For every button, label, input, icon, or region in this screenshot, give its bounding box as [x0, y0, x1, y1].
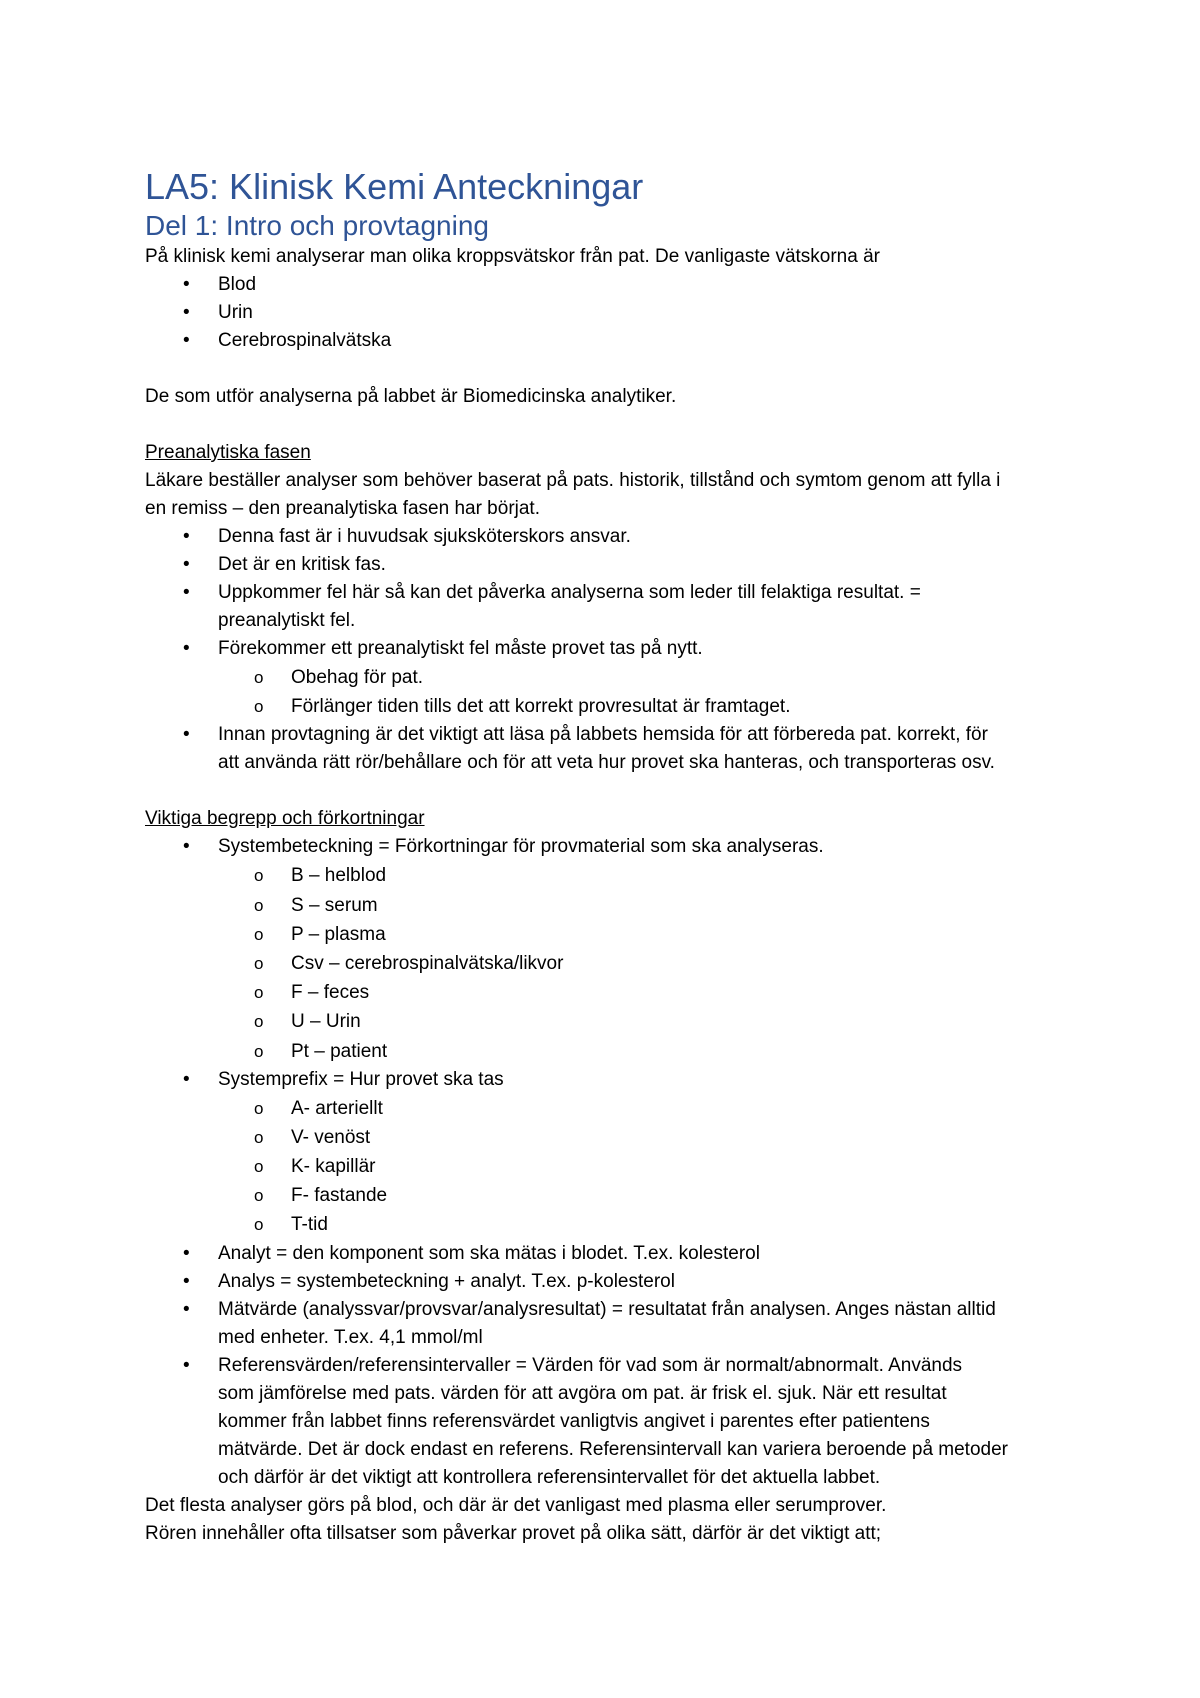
bullet-marker: • — [183, 274, 190, 295]
sub-bullet-marker: o — [254, 953, 264, 973]
preanalytic-point — [145, 721, 1200, 777]
point-line: preanalytiskt fel. — [218, 610, 356, 631]
term-point — [145, 1240, 1200, 1268]
fluid-urin: Urin — [218, 302, 253, 323]
point-line: Mätvärde (analyssvar/provsvar/analysresultat) = resultatat från analysen. Anges nästan alltid — [218, 1298, 996, 1320]
sub-point-text: K- kapillär — [291, 1156, 376, 1178]
point-line: Referensvärden/referensintervaller = Värden för vad som är normalt/abnormalt. Används — [218, 1354, 963, 1376]
point-line: Systembeteckning = Förkortningar för provmaterial som ska analyseras. — [218, 836, 824, 858]
point-line: Systemprefix = Hur provet ska tas — [218, 1068, 504, 1090]
bullet-marker: • — [183, 1242, 190, 1264]
fluid-csf: Cerebrospinalvätska — [218, 330, 392, 351]
sub-point-text: S – serum — [291, 894, 378, 916]
closing-line: Det flesta analyser görs på blod, och där är det vanligast med plasma eller serumprover. — [145, 1494, 887, 1516]
sub-bullet-marker: o — [254, 1215, 264, 1235]
sub-bullet-marker: o — [254, 924, 264, 944]
bullet-marker: • — [183, 302, 190, 323]
bullet-marker: • — [183, 724, 190, 746]
bullet-marker: • — [183, 1068, 190, 1090]
preanalytic-heading: Preanalytiska fasen — [145, 442, 311, 463]
preanalytic-point — [145, 635, 1200, 663]
sub-bullet-marker: o — [254, 895, 264, 915]
bullet-marker: • — [183, 1354, 190, 1376]
fluid-list-item — [145, 299, 1200, 327]
bullet-marker: • — [183, 638, 190, 659]
sub-point — [145, 978, 1200, 1007]
point-line: kommer från labbet finns referensvärdet vanligtvis angivet i parentes efter patientens — [218, 1410, 930, 1432]
sub-bullet-marker: o — [254, 1098, 264, 1118]
intro-paragraph: På klinisk kemi analyserar man olika kroppsvätskor från pat. De vanligaste vätskorna är — [145, 246, 880, 267]
sub-point — [145, 949, 1200, 978]
preanalytic-point — [145, 551, 1200, 579]
sub-point — [145, 1094, 1200, 1123]
bullet-marker: • — [183, 1270, 190, 1292]
sub-point-text: Obehag för pat. — [291, 667, 424, 688]
point-line: Analyt = den komponent som ska mätas i blodet. T.ex. kolesterol — [218, 1242, 760, 1264]
preanalytic-intro-line: Läkare beställer analyser som behöver baserat på pats. historik, tillstånd och symtom genom att fylla i — [145, 470, 1001, 491]
sub-point-text: P – plasma — [291, 923, 386, 945]
point-line: med enheter. T.ex. 4,1 mmol/ml — [218, 1326, 483, 1348]
term-point — [145, 833, 1200, 861]
sub-point — [145, 692, 1200, 721]
sub-point — [145, 920, 1200, 949]
sub-point — [145, 1210, 1200, 1239]
sub-bullet-marker: o — [254, 697, 264, 717]
preanalytic-point — [145, 523, 1200, 551]
spacer — [145, 777, 1200, 805]
point-line: och därför är det viktigt att kontrollera referensintervallet för det aktuella labbet. — [218, 1466, 881, 1488]
bullet-marker: • — [183, 836, 190, 858]
sub-bullet-marker: o — [254, 1127, 264, 1147]
sub-point — [145, 1152, 1200, 1181]
sub-point-text: Csv – cerebrospinalvätska/likvor — [291, 952, 564, 974]
sub-bullet-marker: o — [254, 1041, 264, 1061]
bullet-marker: • — [183, 526, 190, 547]
sub-point-text: F- fastande — [291, 1185, 388, 1207]
bullet-marker: • — [183, 554, 190, 575]
sub-bullet-marker: o — [254, 1186, 264, 1206]
spacer — [145, 355, 1200, 383]
point-line: som jämförelse med pats. värden för att avgöra om pat. är frisk el. sjuk. När ett resultat — [218, 1382, 947, 1404]
sub-point — [145, 1037, 1200, 1066]
sub-point-text: B – helblod — [291, 865, 387, 887]
term-point — [145, 1268, 1200, 1296]
sub-point — [145, 1007, 1200, 1036]
document-title: LA5: Klinisk Kemi Anteckningar — [145, 166, 644, 207]
term-point — [145, 1296, 1200, 1352]
point-line: Det är en kritisk fas. — [218, 554, 386, 575]
sub-point-text: Förlänger tiden tills det att korrekt provresultat är framtaget. — [291, 696, 791, 718]
preanalytic-intro-line: en remiss – den preanalytiska fasen har börjat. — [145, 498, 540, 519]
point-line: mätvärde. Det är dock endast en referens. Referensintervall kan variera beroende på metoder — [218, 1438, 1008, 1460]
point-line: Uppkommer fel här så kan det påverka analyserna som leder till felaktiga resultat. = — [218, 582, 921, 603]
sub-point-text: U – Urin — [291, 1011, 361, 1033]
sub-point-text: V- venöst — [291, 1126, 371, 1148]
spacer — [145, 411, 1200, 439]
sub-point-text: A- arteriellt — [291, 1097, 383, 1119]
sub-point-text: T-tid — [291, 1214, 328, 1236]
bullet-marker: • — [183, 582, 190, 603]
bullet-marker: • — [183, 330, 190, 351]
point-line: Förekommer ett preanalytiskt fel måste provet tas på nytt. — [218, 638, 703, 659]
fluid-blod: Blod — [218, 274, 257, 295]
sub-point-text: Pt – patient — [291, 1040, 388, 1062]
fluid-list-item — [145, 271, 1200, 299]
term-point — [145, 1352, 1200, 1492]
point-line: Denna fast är i huvudsak sjuksköterskors ansvar. — [218, 526, 631, 547]
sub-bullet-marker: o — [254, 866, 264, 886]
sub-bullet-marker: o — [254, 668, 264, 687]
sub-point — [145, 1123, 1200, 1152]
sub-point — [145, 861, 1200, 890]
preanalytic-point — [145, 579, 1200, 635]
bullet-marker: • — [183, 1298, 190, 1320]
point-line: Innan provtagning är det viktigt att läsa på labbets hemsida för att förbereda pat. korrekt, för — [218, 724, 988, 746]
point-line: att använda rätt rör/behållare och för att veta hur provet ska hanteras, och transporteras osv. — [218, 752, 995, 774]
point-line: Analys = systembeteckning + analyt. T.ex. p-kolesterol — [218, 1270, 675, 1292]
term-point — [145, 1066, 1200, 1094]
fluid-list-item — [145, 327, 1200, 355]
sub-point — [145, 663, 1200, 692]
section-heading: Del 1: Intro och provtagning — [145, 210, 489, 241]
sub-point — [145, 1181, 1200, 1210]
sub-bullet-marker: o — [254, 1157, 264, 1177]
terms-heading: Viktiga begrepp och förkortningar — [145, 808, 425, 830]
sub-point-text: F – feces — [291, 982, 370, 1004]
sub-bullet-marker: o — [254, 983, 264, 1003]
closing-line: Rören innehåller ofta tillsatser som påverkar provet på olika sätt, därför är det viktigt att; — [145, 1522, 882, 1544]
sub-bullet-marker: o — [254, 1012, 264, 1032]
analysts-paragraph: De som utför analyserna på labbet är Biomedicinska analytiker. — [145, 386, 677, 407]
sub-point — [145, 891, 1200, 920]
